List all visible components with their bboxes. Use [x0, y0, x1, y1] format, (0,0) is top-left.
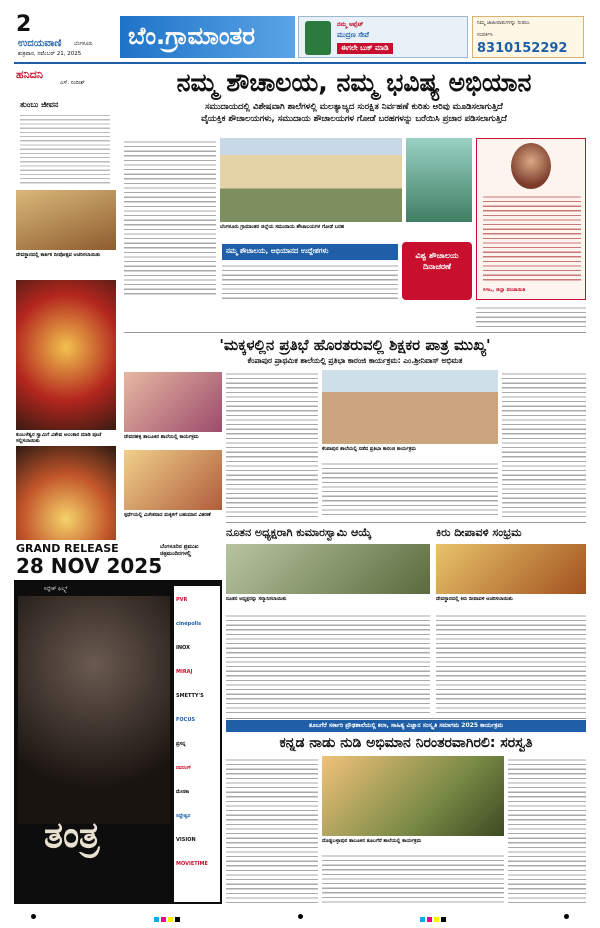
story2-photo-caption: ಕೆಂಪಾಪುರ ಶಾಲೆಯಲ್ಲಿ ನಡೆದ ಪ್ರತಿಭಾ ಕಾರಂಜಿ ಕಾರ್ಯಕ್ರಮ: [322, 446, 417, 452]
bottom-photo: [322, 756, 504, 836]
color-bar-1: [153, 907, 181, 926]
theatre-5: FOCUS: [176, 717, 195, 723]
bottom-kicker-bar: [226, 720, 586, 732]
movie-ad-header: [14, 540, 222, 580]
city: ಬೆಂಗಳೂರು: [74, 41, 93, 47]
story3-photo-caption: ನೂತನ ಅಧ್ಯಕ್ಷರನ್ನು ಸನ್ಮಾನಿಸಲಾಯಿತು: [226, 596, 287, 602]
story2-main-photo: [322, 370, 498, 444]
story4-headline: ಕಿರು ದೀಪಾವಳಿ ಸಂಭ್ರಮ: [436, 526, 522, 539]
lead-subhead-2: ವೈಯಕ್ತಿಕ ಶೌಚಾಲಯಗಳು, ಸಮುದಾಯ ಶೌಚಾಲಯಗಳ ಗೋಡೆ ಬರಹಗಳನ್ನು ಬರೆಯಿಸಿ ಪ್ರಚಾರ ಪಡಿಸಲಾಗುತ್ತಿದೆ: [201, 114, 507, 124]
color-bar-2: [419, 907, 447, 926]
theatre-1: cinépolis: [176, 621, 202, 627]
theatre-4: SMETTY'S: [176, 693, 204, 699]
print-marks: [30, 912, 570, 920]
story4-photo-caption: ದೇವಸ್ಥಾನದಲ್ಲಿ ಕಿರು ದೀಪಾವಳಿ ಆಚರಿಸಲಾಯಿತು: [436, 596, 513, 602]
story3-body: [226, 612, 430, 714]
movie-ad: [14, 540, 222, 904]
header-ad-2: [472, 16, 584, 58]
registration-mark: [31, 914, 36, 919]
bottom-body-col-3: [508, 756, 586, 906]
story2-left-caption: ದೇವನಹಳ್ಳಿ ತಾಲೂಕಿನ ಶಾಲೆಯಲ್ಲಿ ಕಾರ್ಯಕ್ರಮ: [124, 434, 199, 440]
bottom-headline: ಕನ್ನಡ ನಾಡು ನುಡಿ ಅಭಿಮಾನ ನಿರಂತರವಾಗಿರಲಿ: ಸರಸ್ವತಿ: [279, 735, 533, 751]
lead-headline: ನಮ್ಮ ಶೌಚಾಲಯ, ನಮ್ಮ ಭವಿಷ್ಯ ಅಭಿಯಾನ: [176, 68, 532, 97]
movie-side: ಬೆಂಗಳೂರಿನ ಪ್ರಮುಖ ಚಿತ್ರಮಂದಿರಗಳಲ್ಲಿ: [160, 544, 199, 557]
bottom-body-col-1: [226, 756, 318, 906]
sidebar-author: ಎಸ್. ನಂದೀಶ್: [60, 80, 85, 86]
story2-left-photo-2: [124, 450, 222, 510]
lead-badge: [402, 242, 472, 300]
story2-body-col-3: [502, 370, 586, 518]
theatre-8: ಮೇನಕಾ: [176, 789, 190, 795]
lead-subhead-1: ಸಮುದಾಯದಲ್ಲಿ ವಿಶೇಷವಾಗಿ ಶಾಲೆಗಳಲ್ಲಿ ಮಲತ್ಯಾಜ್ಯದ ಸುರಕ್ಷಿತ ನಿರ್ವಹಣೆ ಕುರಿತು ಅರಿವು ಮೂಡಿಸಲಾಗುತ್ತಿದೆ: [205, 102, 503, 112]
divider-1: [124, 332, 586, 333]
ad2-line1: ನಿಮ್ಮ ಜಾಹೀರಾತುಗಳನ್ನು ನೀಡಲು: [477, 20, 530, 26]
story4-photo: [436, 544, 586, 594]
masthead-left: [16, 14, 116, 60]
ad2-line2: ಸಂಪರ್ಕಿಸಿ: [477, 32, 493, 38]
ad1-line1: ನಮ್ಮ ಆಫ್ಸೆಟ್: [337, 21, 364, 28]
story2-body-col-1: [226, 370, 318, 518]
header-rule: [14, 62, 586, 64]
quote-body: [483, 193, 581, 283]
theatre-list: [174, 586, 220, 902]
bottom-body-col-2: [322, 852, 504, 906]
bottom-photo-caption: ದೊಡ್ಡಬಳ್ಳಾಪುರ ತಾಲೂಕಿನ ತೂಬಗೆರೆ ಶಾಲೆಯಲ್ಲಿ ಕಾರ್ಯಕ್ರಮ: [322, 838, 422, 844]
ad2-phone: 8310152292: [477, 41, 568, 56]
lead-body-col-3: [476, 304, 586, 328]
lead-box-title: ನಮ್ಮ ಶೌಚಾಲಯ, ಅಭಿಯಾನದ ಉದ್ದೇಶಗಳು: [226, 247, 329, 255]
movie-poster: [18, 596, 170, 824]
registration-mark: [298, 914, 303, 919]
theatre-10: VISION: [176, 837, 196, 843]
page-number: 2: [16, 12, 32, 37]
quote-name: ಸಿಇಒ, ಜಿಲ್ಲಾ ಪಂಚಾಯಿತಿ: [483, 287, 526, 293]
story4-body: [436, 612, 586, 714]
sidebar-caption-2: ಕುಂಬಳೆಶ್ವರ ಸ್ವಾಮಿಗೆ ವಿಶೇಷ ಅಲಂಕಾರ ಮಾಡಿ ಪೂಜೆ ಸಲ್ಲಿಸಲಾಯಿತು: [16, 432, 102, 444]
story2-headline: 'ಮಕ್ಕಳಲ್ಲಿನ ಪ್ರತಿಭೆ ಹೊರತರುವಲ್ಲಿ ಶಿಕ್ಷಕರ ಪಾತ್ರ ಮುಖ್ಯ': [219, 336, 491, 354]
sidebar-poem: [20, 112, 110, 184]
header-ad-1: [298, 16, 468, 58]
movie-date: 28 NOV 2025: [16, 554, 163, 578]
divider-2: [226, 522, 586, 523]
theatre-2: INOX: [176, 645, 190, 651]
movie-grand: GRAND RELEASE: [16, 542, 119, 555]
ad1-line3: ಈಗಲೇ ಬುಕ್ ಮಾಡಿ: [337, 43, 393, 54]
bottom-kicker: ತೂಬಗೆರೆ ಸರ್ಕಾರಿ ಪ್ರೌಢಶಾಲೆಯಲ್ಲಿ ಕಲಾ, ಸಾಹಿತ್ಯ ವಿಜ್ಞಾನ ಸಂಸ್ಕೃತಿ ಸಮಾಗಮ 2025 ಕಾರ್ಯಕ್ರಮ: [308, 722, 504, 729]
date: ಶುಕ್ರವಾರ, ನವೆಂಬರ್ 21, 2025: [18, 51, 82, 57]
theatre-6: ಪ್ರಸನ್ನ: [176, 741, 186, 747]
section-title: ಬೆಂ.ಗ್ರಾಮಾಂತರ: [128, 22, 255, 50]
lead-box-body: [222, 262, 398, 302]
lead-photo-toilet: [220, 138, 402, 222]
sidebar: [14, 66, 116, 536]
story2-left-caption-2: ಸ್ಪರ್ಧೆಯಲ್ಲಿ ವಿಜೇತರಾದ ಮಕ್ಕಳಿಗೆ ಬಹುಮಾನ ವಿತರಣೆ: [124, 512, 211, 518]
sidebar-caption-1: ದೇವಸ್ಥಾನದಲ್ಲಿ ಕಾರ್ತಿಕ ದೀಪೋತ್ಸವ ಆಚರಿಸಲಾಯಿತು: [16, 252, 101, 258]
sidebar-photo-1: [16, 190, 116, 250]
theatre-3: MIRAJ: [176, 669, 193, 675]
story2-subhead: ಕೆಂಪಾಪುರ ಪ್ರಾಥಮಿಕ ಶಾಲೆಯಲ್ಲಿ ಪ್ರತಿಭಾ ಕಾರಂಜಿ ಕಾರ್ಯಕ್ರಮ: ಎಂ.ಶ್ರೀನಿವಾಸ್ ಅಭಿಮತ: [247, 356, 463, 365]
lead-photo-caption: ಬೆಂಗಳೂರು ಗ್ರಾಮಾಂತರ ಜಿಲ್ಲೆಯ ಸಮುದಾಯ ಶೌಚಾಲಯಗಳ ಗೋಡೆ ಬರಹ: [220, 224, 345, 230]
lead-photo-2: [406, 138, 472, 222]
sidebar-brand: ಹನಿದನಿ: [16, 68, 43, 81]
lead-body-col-1: [124, 138, 216, 296]
section-banner: [120, 16, 295, 58]
lead-badge-text: ವಿಶ್ವ ಶೌಚಾಲಯ ದಿನಾಚರಣೆ: [415, 251, 459, 271]
story3-headline: ನೂತನ ಅಧ್ಯಕ್ಷರಾಗಿ ಕುಮಾರಸ್ವಾಮಿ ಆಯ್ಕೆ: [226, 526, 372, 539]
theatre-11: MOVIETIME: [176, 861, 208, 867]
paper-name: ಉದಯವಾಣಿ: [18, 38, 62, 49]
story2-left-photo-1: [124, 372, 222, 432]
movie-studio: ಸಿದ್ದೇಶ್ ಫಿಲ್ಮ್ಸ್: [44, 586, 68, 592]
story3-photo: [226, 544, 430, 594]
theatre-7: ನವರಂಗ್: [176, 765, 192, 771]
sidebar-photo-2: [16, 280, 116, 430]
lead-box-header: [222, 244, 398, 260]
registration-mark: [564, 914, 569, 919]
quote-avatar: [511, 143, 551, 189]
sidebar-title: ತುಂಬು ಜೀವನ: [20, 100, 59, 109]
story2-body-col-2: [322, 460, 498, 518]
ad1-line2: ಮುದ್ರಣ ಸೇವೆ: [337, 31, 369, 39]
lead-quote-box: [476, 138, 586, 300]
movie-title: ತಂತ್ರ: [44, 815, 100, 856]
phone-icon: [305, 21, 331, 55]
theatre-9: ಸಿದ್ದೇಶ್ವರ: [176, 813, 191, 819]
theatre-0: PVR: [176, 597, 188, 603]
divider-3: [226, 718, 586, 719]
